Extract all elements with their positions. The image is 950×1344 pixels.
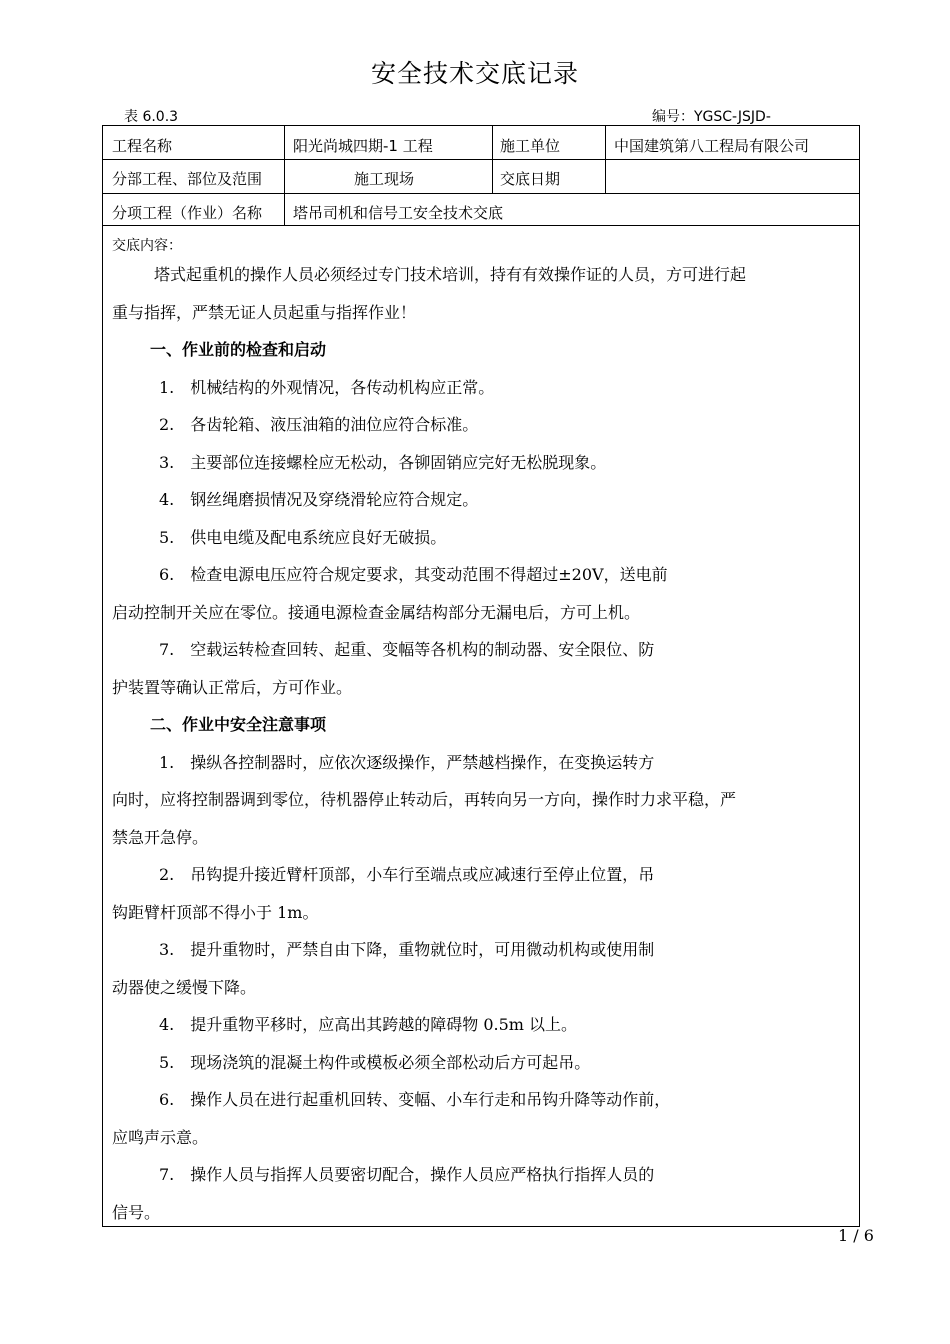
- date-label: 交底日期: [500, 170, 561, 188]
- table-rule: [103, 225, 859, 226]
- list-item-continuation: 护装置等确认正常后，方可作业。: [112, 677, 353, 697]
- list-item: 7. 空载运转检查回转、起重、变幅等各机构的制动器、安全限位、防: [159, 640, 655, 659]
- list-item: 4. 提升重物平移时，应高出其跨越的障碍物 0.5m 以上。: [159, 1015, 578, 1034]
- project-name-value: 阳光尚城四期-1 工程: [293, 137, 433, 155]
- list-item: 1. 操纵各控制器时，应依次逐级操作，严禁越档操作，在变换运转方: [159, 752, 655, 772]
- division-label: 分部工程、部位及范围: [112, 170, 263, 188]
- contractor-label: 施工单位: [500, 137, 561, 155]
- list-item: 6. 检查电源电压应符合规定要求，其变动范围不得超过±20V，送电前: [159, 565, 668, 584]
- section-heading: 一、作业前的检查和启动: [150, 340, 327, 359]
- list-item: 7. 操作人员与指挥人员要密切配合，操作人员应严格执行指挥人员的: [159, 1165, 655, 1184]
- list-item: 5. 现场浇筑的混凝土构件或模板必须全部松动后方可起吊。: [159, 1052, 591, 1072]
- list-item-continuation: 动器使之缓慢下降。: [112, 977, 257, 997]
- list-item-continuation: 启动控制开关应在零位。接通电源检查金属结构部分无漏电后，方可上机。: [112, 602, 641, 622]
- list-item-continuation: 应鸣声示意。: [112, 1127, 209, 1147]
- section-heading: 二、作业中安全注意事项: [150, 715, 327, 734]
- content-label: 交底内容：: [112, 238, 182, 254]
- intro-line: 塔式起重机的操作人员必须经过专门技术培训，持有有效操作证的人员，方可进行起: [154, 265, 747, 284]
- briefing-content: [112, 236, 853, 1231]
- list-item: 1. 机械结构的外观情况，各传动机构应正常。: [159, 377, 495, 397]
- list-item-continuation: 向时，应将控制器调到零位，待机器停止转动后，再转向另一方向，操作时力求平稳，严: [112, 790, 737, 809]
- intro-line: 重与指挥，严禁无证人员起重与指挥作业！: [112, 302, 417, 322]
- division-value: 施工现场: [354, 170, 415, 188]
- document-title: 安全技术交底记录: [370, 59, 579, 88]
- table-rule: [284, 126, 285, 225]
- list-item-continuation: 信号。: [112, 1202, 161, 1222]
- record-table: [102, 125, 860, 1227]
- list-item-continuation: 禁急开急停。: [112, 827, 209, 847]
- list-item: 3. 提升重物时，严禁自由下降，重物就位时，可用微动机构或使用制: [159, 940, 655, 959]
- list-item: 3. 主要部位连接螺栓应无松动，各铆固销应完好无松脱现象。: [159, 452, 607, 472]
- list-item: 2. 各齿轮箱、液压油箱的油位应符合标准。: [159, 415, 479, 434]
- contractor-value: 中国建筑第八工程局有限公司: [614, 137, 810, 155]
- table-rule: [492, 126, 493, 193]
- page-indicator: 1 / 6: [838, 1226, 874, 1245]
- list-item-continuation: 钩距臂杆顶部不得小于 1m。: [112, 902, 319, 922]
- subitem-label: 分项工程（作业）名称: [112, 204, 263, 222]
- form-number: 表 6.0.3: [124, 109, 179, 125]
- table-rule: [103, 193, 859, 194]
- list-item: 4. 钢丝绳磨损情况及穿绕滑轮应符合规定。: [159, 490, 479, 509]
- list-item: 5. 供电电缆及配电系统应良好无破损。: [159, 527, 447, 547]
- list-item: 6. 操作人员在进行起重机回转、变幅、小车行走和吊钩升降等动作前，: [159, 1090, 671, 1109]
- serial-number: 编号：YGSC-JSJD-: [652, 109, 771, 125]
- project-name-label: 工程名称: [112, 137, 173, 155]
- list-item: 2. 吊钩提升接近臂杆顶部，小车行至端点或应减速行至停止位置，吊: [159, 865, 655, 884]
- subitem-value: 塔吊司机和信号工安全技术交底: [293, 204, 504, 222]
- table-rule: [103, 159, 859, 160]
- table-rule: [605, 126, 606, 193]
